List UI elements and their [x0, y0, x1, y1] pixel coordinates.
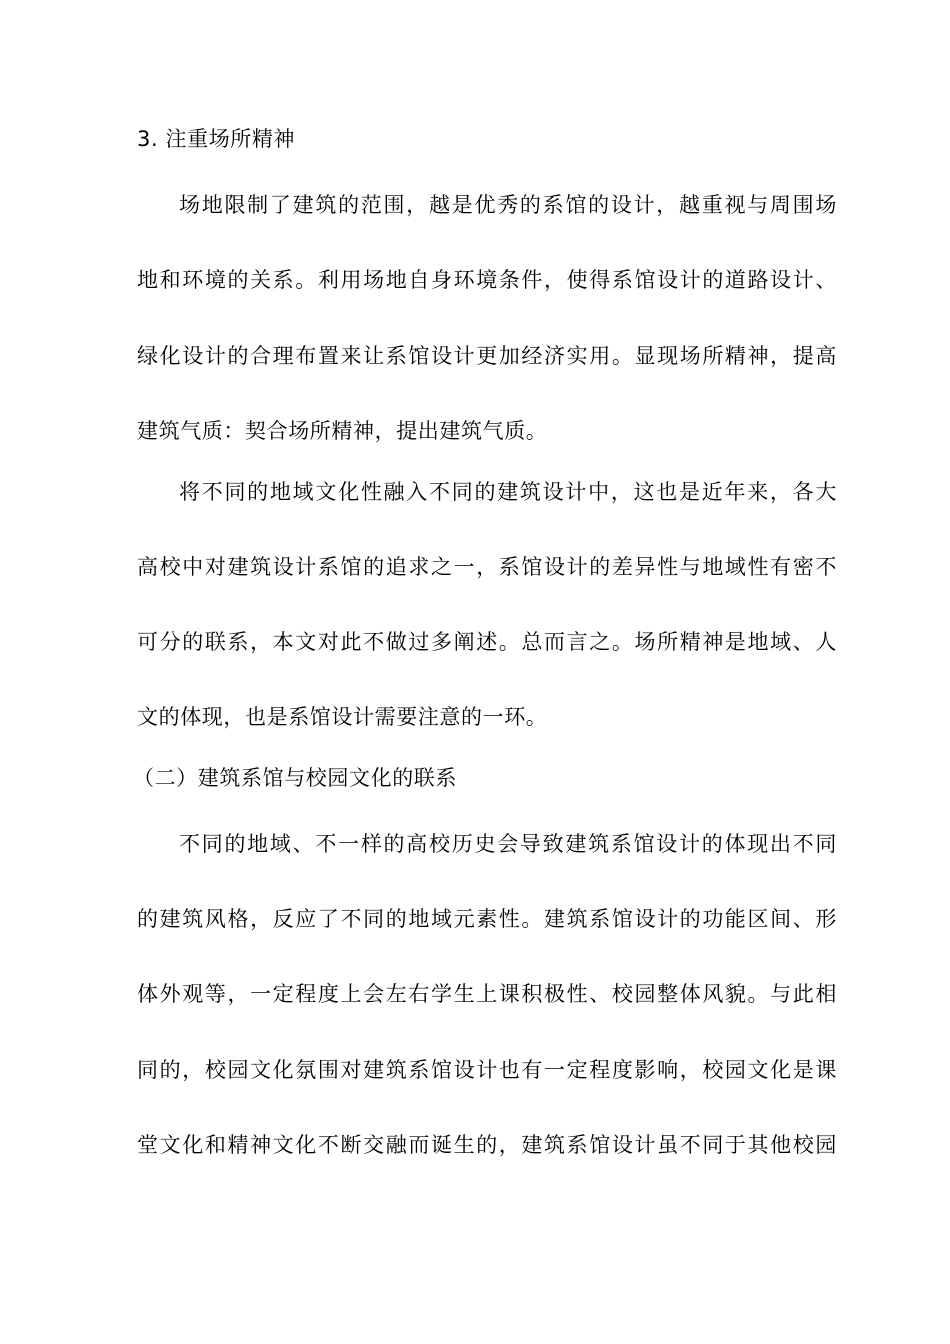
paragraph-line: 堂文化和精神文化不断交融而诞生的，建筑系馆设计虽不同于其他校园: [137, 1133, 837, 1157]
paragraph-line: 的建筑风格，反应了不同的地域元素性。建筑系馆设计的功能区间、形: [137, 907, 837, 931]
paragraph-line: 将不同的地域文化性融入不同的建筑设计中，这也是近年来，各大: [179, 480, 837, 504]
paragraph-line: 高校中对建筑设计系馆的追求之一，系馆设计的差异性与地域性有密不: [137, 555, 837, 579]
paragraph-line: 体外观等，一定程度上会左右学生上课积极性、校园整体风貌。与此相: [137, 982, 837, 1006]
paragraph-line: 可分的联系，本文对此不做过多阐述。总而言之。场所精神是地域、人: [137, 630, 837, 654]
paragraph-line: 文的体现，也是系馆设计需要注意的一环。: [137, 705, 548, 729]
paragraph-line: 场地限制了建筑的范围，越是优秀的系馆的设计，越重视与周围场: [179, 193, 837, 217]
paragraph-line: 不同的地域、不一样的高校历史会导致建筑系馆设计的体现出不同: [179, 832, 837, 856]
paragraph-line: 绿化设计的合理布置来让系馆设计更加经济实用。显现场所精神，提高: [137, 344, 837, 368]
paragraph-line: 建筑气质：契合场所精神，提出建筑气质。: [137, 419, 548, 443]
section-heading-2: （二）建筑系馆与校园文化的联系: [133, 766, 457, 790]
paragraph-line: 同的，校园文化氛围对建筑系馆设计也有一定程度影响，校园文化是课: [137, 1058, 837, 1082]
paragraph-line: 地和环境的关系。利用场地自身环境条件，使得系馆设计的道路设计、: [137, 268, 837, 292]
section-heading-3: 3. 注重场所精神: [137, 127, 296, 151]
